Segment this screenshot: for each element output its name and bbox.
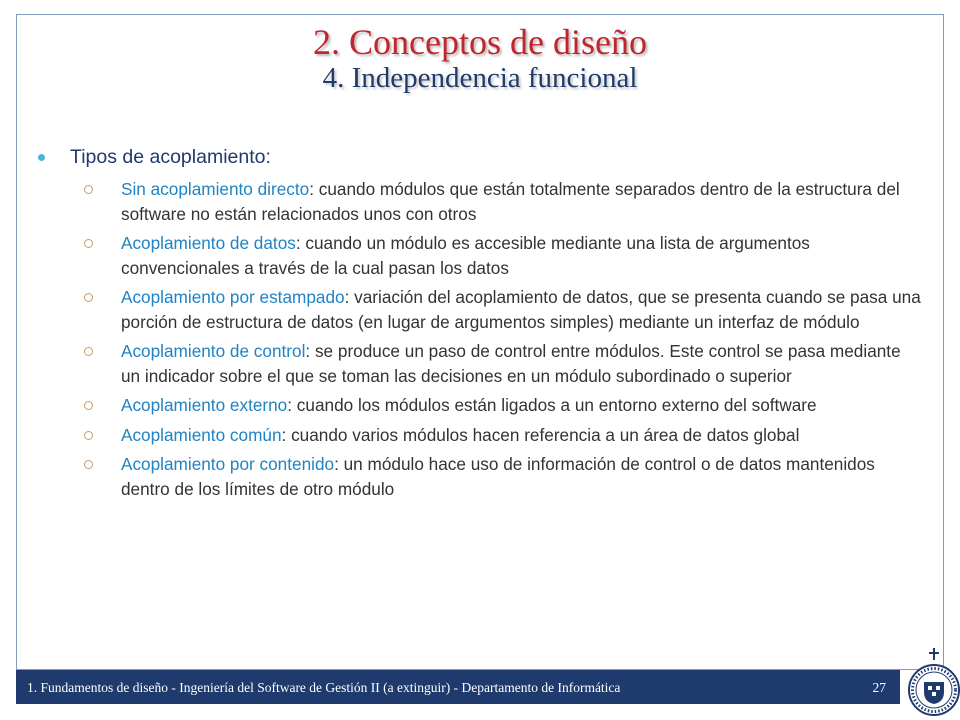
main-bullet-text: Tipos de acoplamiento: bbox=[70, 146, 271, 168]
circle-bullet-icon bbox=[84, 185, 93, 194]
footer-bar bbox=[16, 670, 900, 704]
university-seal-icon bbox=[900, 646, 960, 720]
slide-title: 2. Conceptos de diseño bbox=[313, 22, 647, 62]
item-description: : se produce un paso de control entre módulos. Este control se pasa mediante un indicador sobre el que se toman las decisiones en un módulo subordinado o superior bbox=[121, 341, 901, 386]
circle-bullet-icon bbox=[84, 460, 93, 469]
item-term: Acoplamiento de datos bbox=[121, 233, 296, 253]
coupling-types-list bbox=[84, 177, 924, 506]
circle-bullet-icon bbox=[84, 293, 93, 302]
item-description: : un módulo hace uso de información de control o de datos mantenidos dentro de los límites de otro módulo bbox=[121, 454, 875, 499]
item-term: Acoplamiento por contenido bbox=[121, 454, 335, 474]
circle-bullet-icon bbox=[84, 401, 93, 410]
list-item bbox=[84, 231, 924, 280]
circle-bullet-icon bbox=[84, 239, 93, 248]
item-term: Acoplamiento común bbox=[121, 424, 282, 445]
circle-bullet-icon bbox=[84, 431, 93, 440]
item-term: Acoplamiento de control bbox=[121, 341, 306, 361]
item-description: : cuando módulos que están totalmente separados dentro de la estructura del software no están relacionados unos con otros bbox=[121, 179, 900, 224]
list-item bbox=[84, 177, 924, 226]
page-number: 27 bbox=[872, 680, 886, 695]
item-description: : variación del acoplamiento de datos, que se presenta cuando se pasa una porción de estructura de datos (en lugar de argumentos simples) mediante un interfaz de módulo bbox=[121, 287, 921, 332]
list-item bbox=[84, 452, 924, 501]
list-item bbox=[84, 393, 924, 418]
item-description: : cuando los módulos están ligados a un entorno externo del software bbox=[287, 395, 817, 415]
bullet-dot-icon bbox=[38, 154, 45, 161]
item-term: Acoplamiento externo bbox=[121, 395, 288, 415]
circle-bullet-icon bbox=[84, 347, 93, 356]
main-bullet bbox=[46, 145, 271, 169]
list-item bbox=[84, 285, 924, 334]
item-description: : cuando un módulo es accesible mediante una lista de argumentos convencionales a través de la cual pasan los datos bbox=[121, 233, 810, 278]
footer-text: 1. Fundamentos de diseño - Ingeniería del Software de Gestión II (a extinguir) - Departamento de Informática bbox=[27, 680, 621, 695]
item-description: : cuando varios módulos hacen referencia a un área de datos global bbox=[281, 424, 800, 445]
slide-subtitle: 4. Independencia funcional bbox=[322, 62, 638, 94]
item-term: Sin acoplamiento directo bbox=[121, 179, 310, 199]
item-term: Acoplamiento por estampado bbox=[121, 287, 345, 307]
list-item bbox=[84, 423, 924, 448]
list-item bbox=[84, 339, 924, 388]
